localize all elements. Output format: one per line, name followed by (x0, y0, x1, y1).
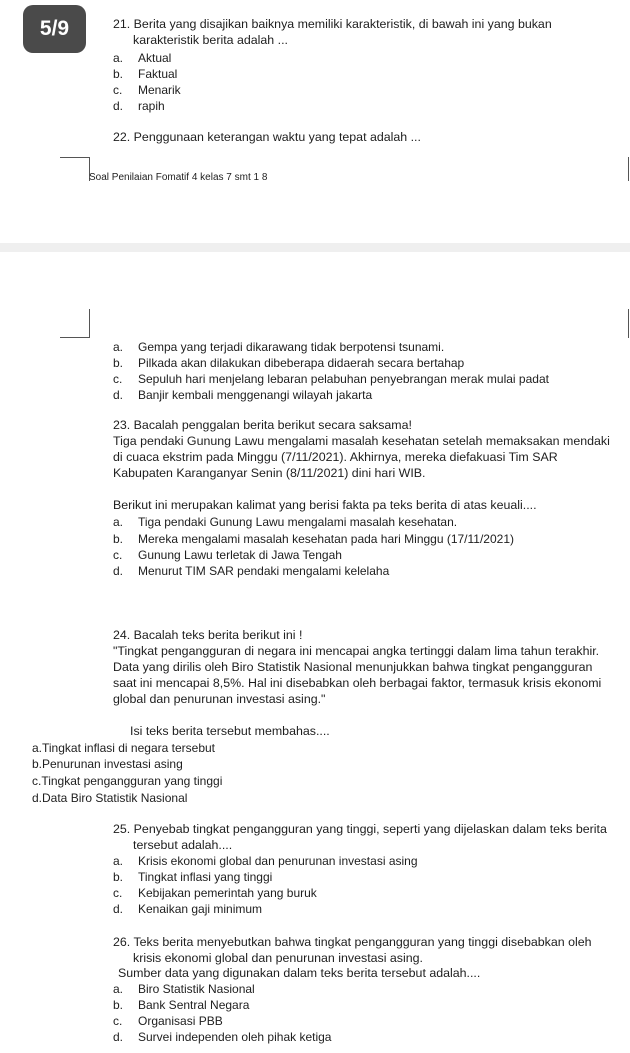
q24-passage-line: global dan penurunan investasi asing." (113, 692, 326, 706)
q22-option-c[interactable]: c. Sepuluh hari menjelang lebaran pelabuhan penyebrangan merak mulai padat (113, 372, 549, 386)
question-24-prompt: Isi teks berita tersebut membahas.... (130, 724, 330, 738)
page-separator (0, 243, 630, 252)
q21-option-d[interactable]: d. rapih (113, 99, 165, 113)
q25-option-b[interactable]: b. Tingkat inflasi yang tinggi (113, 870, 273, 884)
q23-passage-line: Tiga pendaki Gunung Lawu mengalami masalah kesehatan setelah memaksakan mendaki (113, 434, 610, 448)
question-26-text: 26. Teks berita menyebutkan bahwa tingkat pengangguran yang tinggi disebabkan oleh (113, 935, 592, 949)
q22-option-d[interactable]: d. Banjir kembali menggenangi wilayah jakarta (113, 388, 373, 402)
question-24-title: 24. Bacalah teks berita berikut ini ! (113, 628, 303, 642)
header-margin-line-left (60, 337, 90, 338)
q24-option-d[interactable]: d.Data Biro Statistik Nasional (32, 791, 188, 805)
q26-option-d[interactable]: d. Survei independen oleh pihak ketiga (113, 1030, 332, 1044)
question-21-text: 21. Berita yang disajikan baiknya memiliki karakteristik, di bawah ini yang bukan (113, 17, 552, 31)
q23-passage-line: di cuaca ekstrim pada Minggu (7/11/2021). Akhirnya, mereka diefakuasi Tim SAR (113, 450, 558, 464)
q24-passage-line: "Tingkat pengangguran di negara ini mencapai angka tertinggi dalam lima tahun terakhir. (113, 644, 600, 658)
q24-option-a[interactable]: a.Tingkat inflasi di negara tersebut (32, 741, 215, 755)
question-26-prompt: Sumber data yang digunakan dalam teks berita tersebut adalah.... (118, 966, 481, 980)
q24-passage-line: saat ini mencapai 8,5%. Hal ini disebabkan oleh berbagai faktor, termasuk krisis ekonomi (113, 676, 602, 690)
q26-option-a[interactable]: a. Biro Statistik Nasional (113, 982, 255, 996)
q23-passage-line: Kabupaten Karanganyar Senin (8/11/2021) dini hari WIB. (113, 466, 426, 480)
q25-option-d[interactable]: d. Kenaikan gaji minimum (113, 902, 263, 916)
question-25-text: 25. Penyebab tingkat pengangguran yang tinggi, seperti yang dijelaskan dalam teks berita (113, 822, 607, 836)
q26-option-b[interactable]: b. Bank Sentral Negara (113, 998, 250, 1012)
q24-option-c[interactable]: c.Tingkat pengangguran yang tinggi (32, 774, 223, 788)
footer-margin-line-left (60, 157, 90, 158)
page-footer: Soal Penilaian Fomatif 4 kelas 7 smt 1 8 (89, 172, 268, 183)
q24-option-b[interactable]: b.Penurunan investasi asing (32, 757, 183, 771)
q26-option-c[interactable]: c. Organisasi PBB (113, 1014, 223, 1028)
q24-passage-line: Data yang dirilis oleh Biro Statistik Nasional menunjukkan bahwa tingkat pengangguran (113, 660, 593, 674)
header-margin-line-left-vertical (89, 309, 90, 338)
question-23-prompt: Berikut ini merupakan kalimat yang berisi fakta pa teks berita di atas keuali.... (113, 498, 537, 512)
q22-option-a[interactable]: a. Gempa yang terjadi dikarawang tidak berpotensi tsunami. (113, 340, 445, 354)
question-25-text-cont: tersebut adalah.... (133, 838, 233, 852)
q21-option-c[interactable]: c. Menarik (113, 83, 181, 97)
q23-option-a[interactable]: a. Tiga pendaki Gunung Lawu mengalami masalah kesehatan. (113, 515, 458, 529)
header-margin-line-right-vertical (628, 309, 629, 338)
q25-option-a[interactable]: a. Krisis ekonomi global dan penurunan investasi asing (113, 854, 418, 868)
question-26-text-cont: krisis ekonomi global dan penurunan investasi asing. (133, 951, 423, 965)
q23-option-c[interactable]: c. Gunung Lawu terletak di Jawa Tengah (113, 548, 342, 562)
footer-margin-line-right-vertical (628, 157, 629, 181)
question-21-text-cont: karakteristik berita adalah ... (133, 33, 288, 47)
q21-option-a[interactable]: a. Aktual (113, 51, 172, 65)
q25-option-c[interactable]: c. Kebijakan pemerintah yang buruk (113, 886, 317, 900)
page-counter-badge: 5/9 (23, 5, 86, 53)
q23-option-b[interactable]: b. Mereka mengalami masalah kesehatan pada hari Minggu (17/11/2021) (113, 532, 515, 546)
question-22-text: 22. Penggunaan keterangan waktu yang tepat adalah ... (113, 130, 421, 144)
q22-option-b[interactable]: b. Pilkada akan dilakukan dibeberapa didaerah secara bertahap (113, 356, 465, 370)
q23-option-d[interactable]: d. Menurut TIM SAR pendaki mengalami kelelaha (113, 564, 390, 578)
question-23-title: 23. Bacalah penggalan berita berikut secara saksama! (113, 418, 412, 432)
q21-option-b[interactable]: b. Faktual (113, 67, 178, 81)
